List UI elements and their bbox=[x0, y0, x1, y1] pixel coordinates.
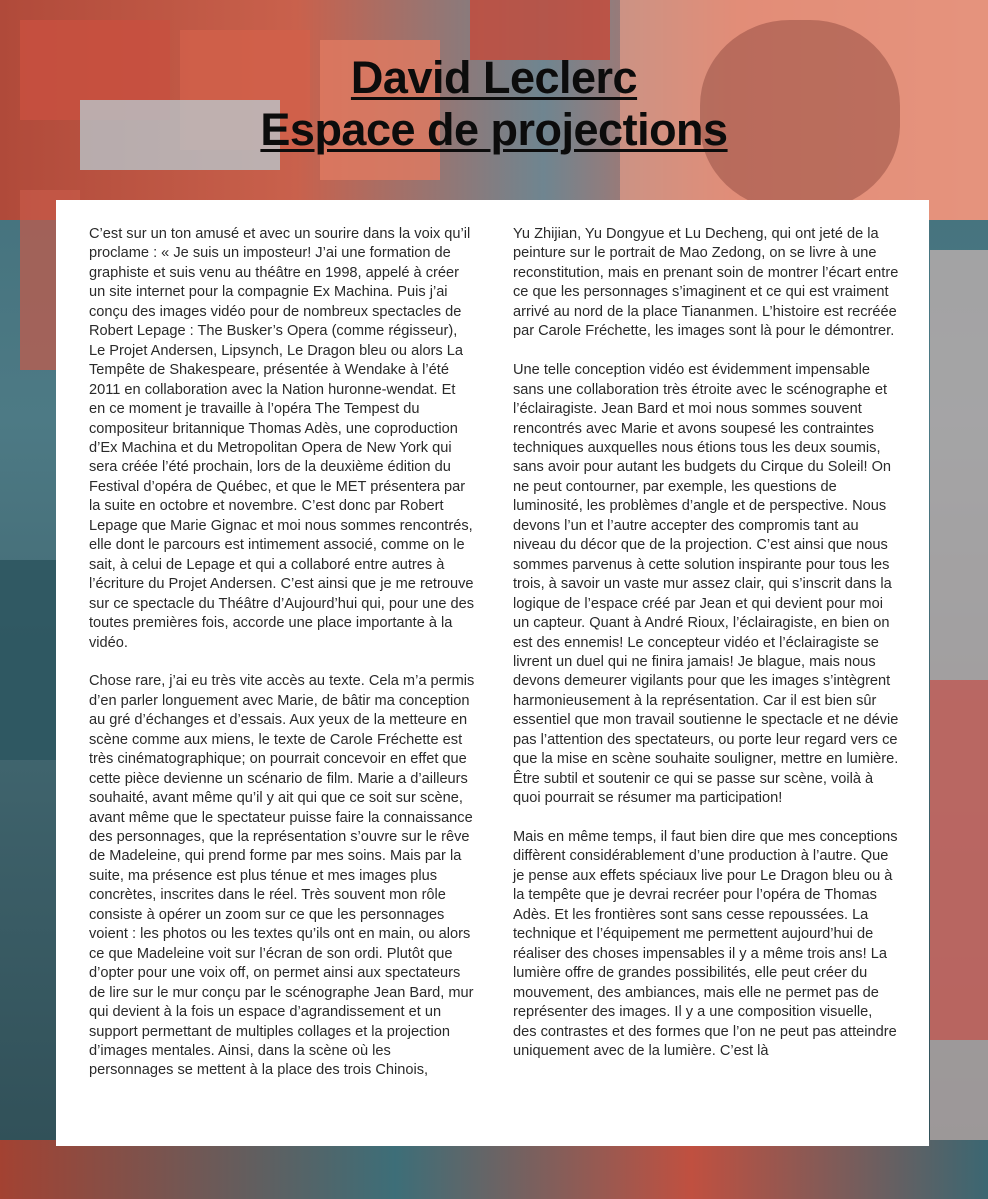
article-column-left bbox=[89, 225, 475, 1081]
paragraph: Mais en même temps, il faut bien dire que mes conceptions diffèrent considérablement d’une production à l’autre. Que je pense aux effets spéciaux live pour Le Dragon bleu ou à la tempête que je devrai recréer pour l’opéra de Thomas Adès. Et les frontières sont sans cesse repoussées. La technique et l’équipement me permettent aujourd’hui de réaliser des choses impensables il y a même trois ans! La lumière offre de grandes possibilités, elle peut créer du mouvement, des ambiances, mais elle ne permet pas de représenter des images. Il y a une composition visuelle, des contrastes et des formes que l’on ne peut pas atteindre uniquement avec de la lumière. C’est là bbox=[513, 829, 898, 1059]
author-name: David Leclerc bbox=[350, 52, 638, 103]
article-title: Espace de projections bbox=[260, 104, 728, 155]
paragraph: Une telle conception vidéo est évidemment impensable sans une collaboration très étroite avec le scénographe et l’éclairagiste. Jean Bard et moi nous sommes souvent rencontrés avec Marie et avons soupesé les contraintes techniques auxquelles nous étions tous les deux soumis, sans avoir pour autant les budgets du Cirque du Soleil! On ne peut contourner, par exemple, les questions de luminosité, les problèmes d’angle et de perspective. Nous devons l’un et l’autre accepter des compromis tant au niveau du décor que de la projection. C’est ainsi que nous sommes parvenus à cette solution inspirante pour tous les trois, à savoir un vaste mur assez clair, qui s’inscrit dans la logique de l’espace créé par Jean et qui devient pour moi un capteur. Quant à André Rioux, l’éclairagiste, en bien on est des ennemis! Le concepteur vidéo et l’éclairagiste se livrent un duel qui ne finira jamais! Je blague, mais nous devons demeurer vigilants pour que les images s’intègrent harmonieusement à la représentation. Car il est bien sûr essentiel que mon travail soutienne le spectacle et ne dévie pas l’attention des spectateurs, ou porte leur regard vers ce que la mise en scène souhaite souligner, mettre en lumière. Être subtil et soutenir ce qui se passe sur scène, voilà à quoi pourrait se résumer ma participation! bbox=[513, 362, 899, 807]
article-column-right bbox=[513, 225, 899, 1061]
article-panel bbox=[56, 200, 929, 1146]
paragraph: Yu Zhijian, Yu Dongyue et Lu Decheng, qui ont jeté de la peinture sur le portrait de Mao Zedong, on se livre à une reconstitution, mais en prenant soin de montrer l’écart entre ce que les personnages s’imaginent et ce qui est vraiment arrivé au nord de la place Tiananmen. L’histoire est recréée par Carole Fréchette, les images sont là pour le démontrer. bbox=[513, 226, 899, 340]
page-header bbox=[0, 52, 988, 156]
paragraph: Chose rare, j’ai eu très vite accès au texte. Cela m’a permis d’en parler longuement avec Marie, de bâtir ma conception au gré d’échanges et d’essais. Aux yeux de la metteure en scène comme aux miens, le texte de Carole Fréchette est très cinématographique; on pourrait concevoir en effet que cette pièce devienne un scénario de film. Marie a d’ailleurs souhaité, avant même qu’il y ait qui que ce soit sur scène, avant même que le spectateur puisse faire la connaissance des personnages, que la représentation s’ouvre sur le rêve de Madeleine, qui prend forme par mes soins. Mais par la suite, ma présence est plus ténue et mes images plus concrètes, inscrites dans le réel. Très souvent mon rôle consiste à opérer un zoom sur ce que les personnages voient : les photos ou les textes qu’ils ont en main, ou alors ce que Madeleine voit sur l’écran de son ordi. Plutôt que d’opter pour une voix off, on permet ainsi aux spectateurs de lire sur le mur conçu par le scénographe Jean Bard, mur qui devient à la fois un espace d’agrandissement et un support permettant de multiples collages et la projection d’images mentales. Ainsi, dans la scène où les personnages se mettent à la place des trois Chinois, bbox=[89, 673, 475, 1079]
paragraph: C’est sur un ton amusé et avec un sourire dans la voix qu’il proclame : « Je suis un imposteur! J’ai une formation de graphiste et suis venu au théâtre en 1998, appelé à créer un site internet pour la compagnie Ex Machina. Puis j’ai conçu des images vidéo pour de nombreux spectacles de Robert Lepage : The Busker’s Opera (comme régisseur), Le Projet Andersen, Lipsynch, Le Dragon bleu ou alors La Tempête de Shakespeare, présentée à Wendake à l’été 2011 en collaboration avec la Nation huronne-wendat. Et en ce moment je travaille à l’opéra The Tempest du compositeur britannique Thomas Adès, une coproduction d’Ex Machina et du Metropolitan Opera de New York qui sera créée l’été prochain, lors de la deuxième édition du Festival d’opéra de Québec, et que le MET présentera par la suite en octobre et novembre. C’est donc par Robert Lepage que Marie Gignac et moi nous sommes rencontrés, elle dont le parcours est intimement associé, comme on le sait, à celui de Lepage et qui a collaboré entre autres à l’écriture du Projet Andersen. C’est ainsi que je me retrouve sur ce spectacle du Théâtre d’Aujourd’hui qui, pour une des toutes premières fois, accorde une place importante à la vidéo. bbox=[89, 226, 475, 651]
